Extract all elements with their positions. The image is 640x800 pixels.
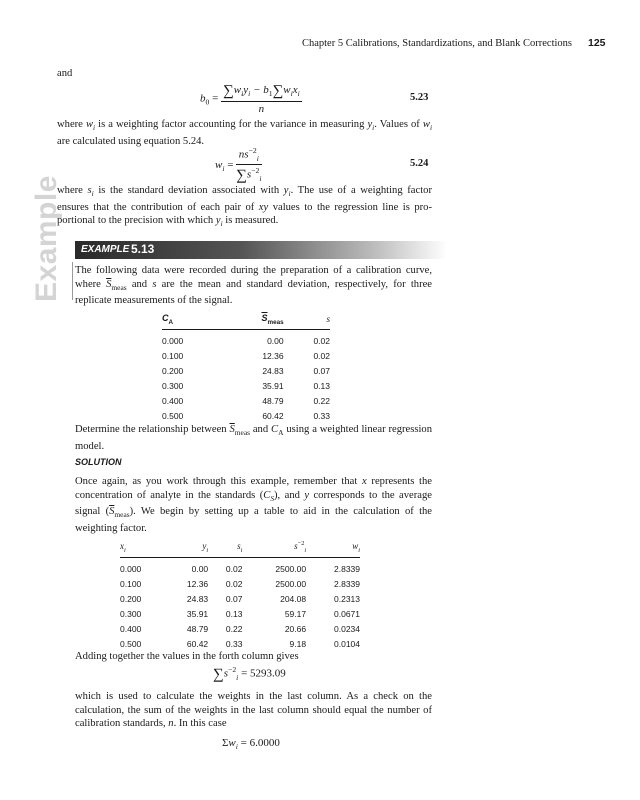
solution-text: Once again, as you work through this example, remember that x represents the concentration of analyte in the standards $(C_S)$, and y corresponds to the average signal $(\overline{S}_{meas})$. We begin by setting up a table to aid in the calculation of the weighting factor. (75, 476, 433, 534)
col-header-si: $s_i$ (208, 540, 242, 557)
example-side-label: Example (30, 175, 63, 302)
example-text: The following data were recorded during the preparation of a calibration curve, where $\overline{S}_{meas}$ and s are the mean and standard deviation, respectively, for three replicate measurements of the signal. (75, 265, 432, 307)
table-row: 0.400 48.79 0.22 (162, 396, 330, 407)
col-header-si-2: $s^{-2}_i$ (242, 540, 306, 557)
col-header-smeas: $\overline{S}_{meas}$ (222, 313, 284, 329)
para-and: and (57, 68, 73, 79)
sum-equation: $\sum s^{-2}_i = 5293.09$ (213, 665, 286, 683)
equation-5-24: $w_i$ = $\frac{ns^{-2}_i}{\sum s^{-2}_i}$ (215, 146, 262, 184)
table-row: 0.500 60.42 0.33 (162, 411, 330, 422)
table-row: 0.200 24.83 0.07 204.08 0.2313 (120, 594, 360, 605)
equation-number-5-23: 5.23 (410, 92, 429, 103)
check-paragraph: which is used to calculate the weights in the last column. As a check on the calculation, the sum of the weights in the last column should equal the number of calibration standards, n. In this case (75, 691, 432, 730)
table-row: 0.400 48.79 0.22 20.66 0.0234 (120, 624, 360, 635)
running-header: Chapter 5 Calibrations, Standardizations, and Blank Corrections (301, 38, 572, 49)
page-number: 125 (588, 37, 606, 49)
col-header-s: s (284, 313, 330, 329)
example-banner (75, 241, 447, 259)
table-row: 0.300 35.91 0.13 (162, 381, 330, 392)
weighting-table (120, 540, 360, 652)
col-header-ca: $C_A$ (162, 313, 222, 329)
solution-label: SOLUTION (75, 457, 122, 467)
col-header-wi: $w_i$ (306, 540, 360, 557)
table-row: 0.500 60.42 0.33 9.18 0.0104 (120, 639, 360, 650)
example-side-rule (72, 262, 73, 300)
table-row: 0.100 12.36 0.02 2500.00 2.8339 (120, 579, 360, 590)
col-header-yi: $y_i$ (164, 540, 208, 557)
example-number: 5.13 (131, 242, 155, 256)
determine-text: Determine the relationship between $\overline{S}_{meas}$ and $C_A$ using a weighted linear regression model. (75, 424, 433, 452)
col-header-xi: $x_i$ (120, 540, 164, 557)
table-row: 0.300 35.91 0.13 59.17 0.0671 (120, 609, 360, 620)
paragraph-weighting: where $w_i$ is a weighting factor accounting for the variance in measuring $y_i$. Values of $w_i$ are calculated using equation 5.24. (57, 119, 433, 147)
sum-weights-equation: $\Sigma w_i = 6.0000$ (222, 737, 280, 752)
equation-number-5-24: 5.24 (410, 158, 429, 169)
table-row: 0.000 0.00 0.02 2500.00 2.8339 (120, 564, 360, 575)
table-row: 0.200 24.83 0.07 (162, 366, 330, 377)
table-row: 0.000 0.00 0.02 (162, 336, 330, 347)
calibration-data-table (162, 313, 330, 424)
equation-5-23: $b_0$ = $\frac{\sum w_iy_i - b_1\sum w_ix_i}{n}$ (200, 83, 300, 115)
paragraph-standard-deviation: where $s_i$ is the standard deviation associated with $y_i$. The use of a weighting factor ensures that the contribution of each pair of xy values to the regression line is pro-portional to the precision with which $y_i$ is measured. (57, 185, 432, 229)
table-row: 0.100 12.36 0.02 (162, 351, 330, 362)
example-label: EXAMPLE (81, 244, 130, 255)
adding-text: Adding together the values in the forth column gives (75, 651, 299, 662)
